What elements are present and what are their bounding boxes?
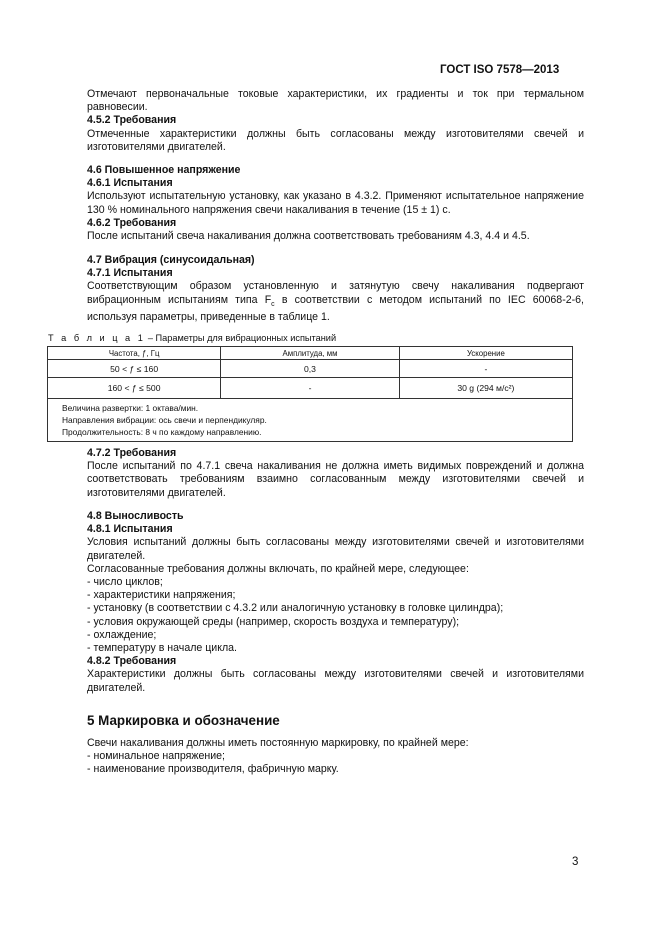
table-row xyxy=(48,360,573,378)
heading-4-6-1: 4.6.1 Испытания xyxy=(87,177,173,190)
table-header-row xyxy=(48,347,573,360)
list-item: - номинальное напряжение; xyxy=(87,750,226,763)
table-row xyxy=(48,378,573,399)
paragraph: После испытаний свеча накаливания должна соответствовать требованиям 4.3, 4.4 и 4.5. xyxy=(87,230,530,243)
table-cell: 0,3 xyxy=(221,360,400,378)
column-header: Амплитуда, мм xyxy=(221,347,400,360)
column-header: Ускорение xyxy=(399,347,572,360)
table-cell: - xyxy=(221,378,400,399)
table-note: Продолжительность: 8 ч по каждому направлению. xyxy=(62,427,262,437)
heading-section-5: 5 Маркировка и обозначение xyxy=(87,713,280,728)
heading-4-8-2: 4.8.2 Требования xyxy=(87,655,177,668)
table-caption-label: Т а б л и ц а 1 xyxy=(48,333,146,343)
list-item: - наименование производителя, фабричную марку. xyxy=(87,763,339,776)
list-item: - условия окружающей среды (например, скорость воздуха и температуру); xyxy=(87,615,460,628)
table-cell: 50 < ƒ ≤ 160 xyxy=(48,360,221,378)
section-4-7 xyxy=(87,254,584,324)
heading-4-8-1: 4.8.1 Испытания xyxy=(87,523,173,536)
table-note: Величина развертки: 1 октава/мин. xyxy=(62,403,199,413)
vibration-parameters-table xyxy=(47,346,573,442)
table-notes xyxy=(48,399,573,442)
column-header: Частота, ƒ, Гц xyxy=(48,347,221,360)
paragraph: Условия испытаний должны быть согласованы между изготовителями свечей и изготовителями двигателей. xyxy=(87,536,584,562)
document-code: ГОСТ ISO 7578—2013 xyxy=(440,64,560,76)
text-part: Соответствующим образом установленную и затянутую свечу накаливания подвергают вибрационным испытаниям типа F xyxy=(87,280,584,306)
table-cell: 30 g (294 м/с²) xyxy=(399,378,572,399)
paragraph xyxy=(87,280,584,324)
list-item: - характеристики напряжения; xyxy=(87,589,236,602)
table-notes-row xyxy=(48,399,573,442)
list-item: - охлаждение; xyxy=(87,628,157,641)
heading-4-8: 4.8 Выносливость xyxy=(87,510,184,522)
section-4-6 xyxy=(87,164,584,243)
page-number: 3 xyxy=(572,856,579,868)
heading-4-5-2: 4.5.2 Требования xyxy=(87,114,177,127)
list-item: - установку (в соответствии с 4.3.2 или аналогичную установку в головке цилиндра); xyxy=(87,602,504,615)
table-note: Направления вибрации: ось свечи и перпендикуляр. xyxy=(62,415,267,425)
heading-4-7: 4.7 Вибрация (синусоидальная) xyxy=(87,254,255,266)
paragraph: Характеристики должны быть согласованы между изготовителями свечей и изготовителями двигателей. xyxy=(87,668,584,694)
paragraph: Свечи накаливания должны иметь постоянную маркировку, по крайней мере: xyxy=(87,737,469,749)
list-item: - температуру в начале цикла. xyxy=(87,642,237,655)
table-caption-text: – Параметры для вибрационных испытаний xyxy=(145,333,337,343)
table-cell: - xyxy=(399,360,572,378)
heading-4-6: 4.6 Повышенное напряжение xyxy=(87,164,241,176)
paragraph: Отмеченные характеристики должны быть согласованы между изготовителями свечей и изготовителями двигателей. xyxy=(87,127,584,153)
paragraph: Используют испытательную установку, как указано в 4.3.2. Применяют испытательное напряжение 130 % номинального напряжения свечи накаливания в течение (15 ± 1) с. xyxy=(87,190,584,216)
heading-4-7-1: 4.7.1 Испытания xyxy=(87,267,173,280)
section-4-7-2 xyxy=(87,447,584,500)
text-part: в соответствии с методом испытаний по IEC 60068-2-6, используя параметры, приведенные в таблице 1. xyxy=(87,293,584,323)
section-5 xyxy=(87,737,584,777)
section-4-8 xyxy=(87,510,584,695)
heading-4-7-2: 4.7.2 Требования xyxy=(87,447,177,459)
table-cell: 160 < ƒ ≤ 500 xyxy=(48,378,221,399)
paragraph: После испытаний по 4.7.1 свеча накаливания не должна иметь видимых повреждений и должна соответствовать требованиям взаимно согласованным между изготовителями свечей и изготовителями двигателей. xyxy=(87,460,584,499)
paragraph: Отмечают первоначальные токовые характеристики, их градиенты и ток при термальном равновесии. xyxy=(87,88,584,114)
section-4-5-2 xyxy=(87,88,584,154)
heading-4-6-2: 4.6.2 Требования xyxy=(87,216,177,229)
list-item: - число циклов; xyxy=(87,576,163,589)
subscript: c xyxy=(271,300,275,308)
table-caption xyxy=(48,333,336,343)
paragraph: Согласованные требования должны включать, по крайней мере, следующее: xyxy=(87,562,469,575)
